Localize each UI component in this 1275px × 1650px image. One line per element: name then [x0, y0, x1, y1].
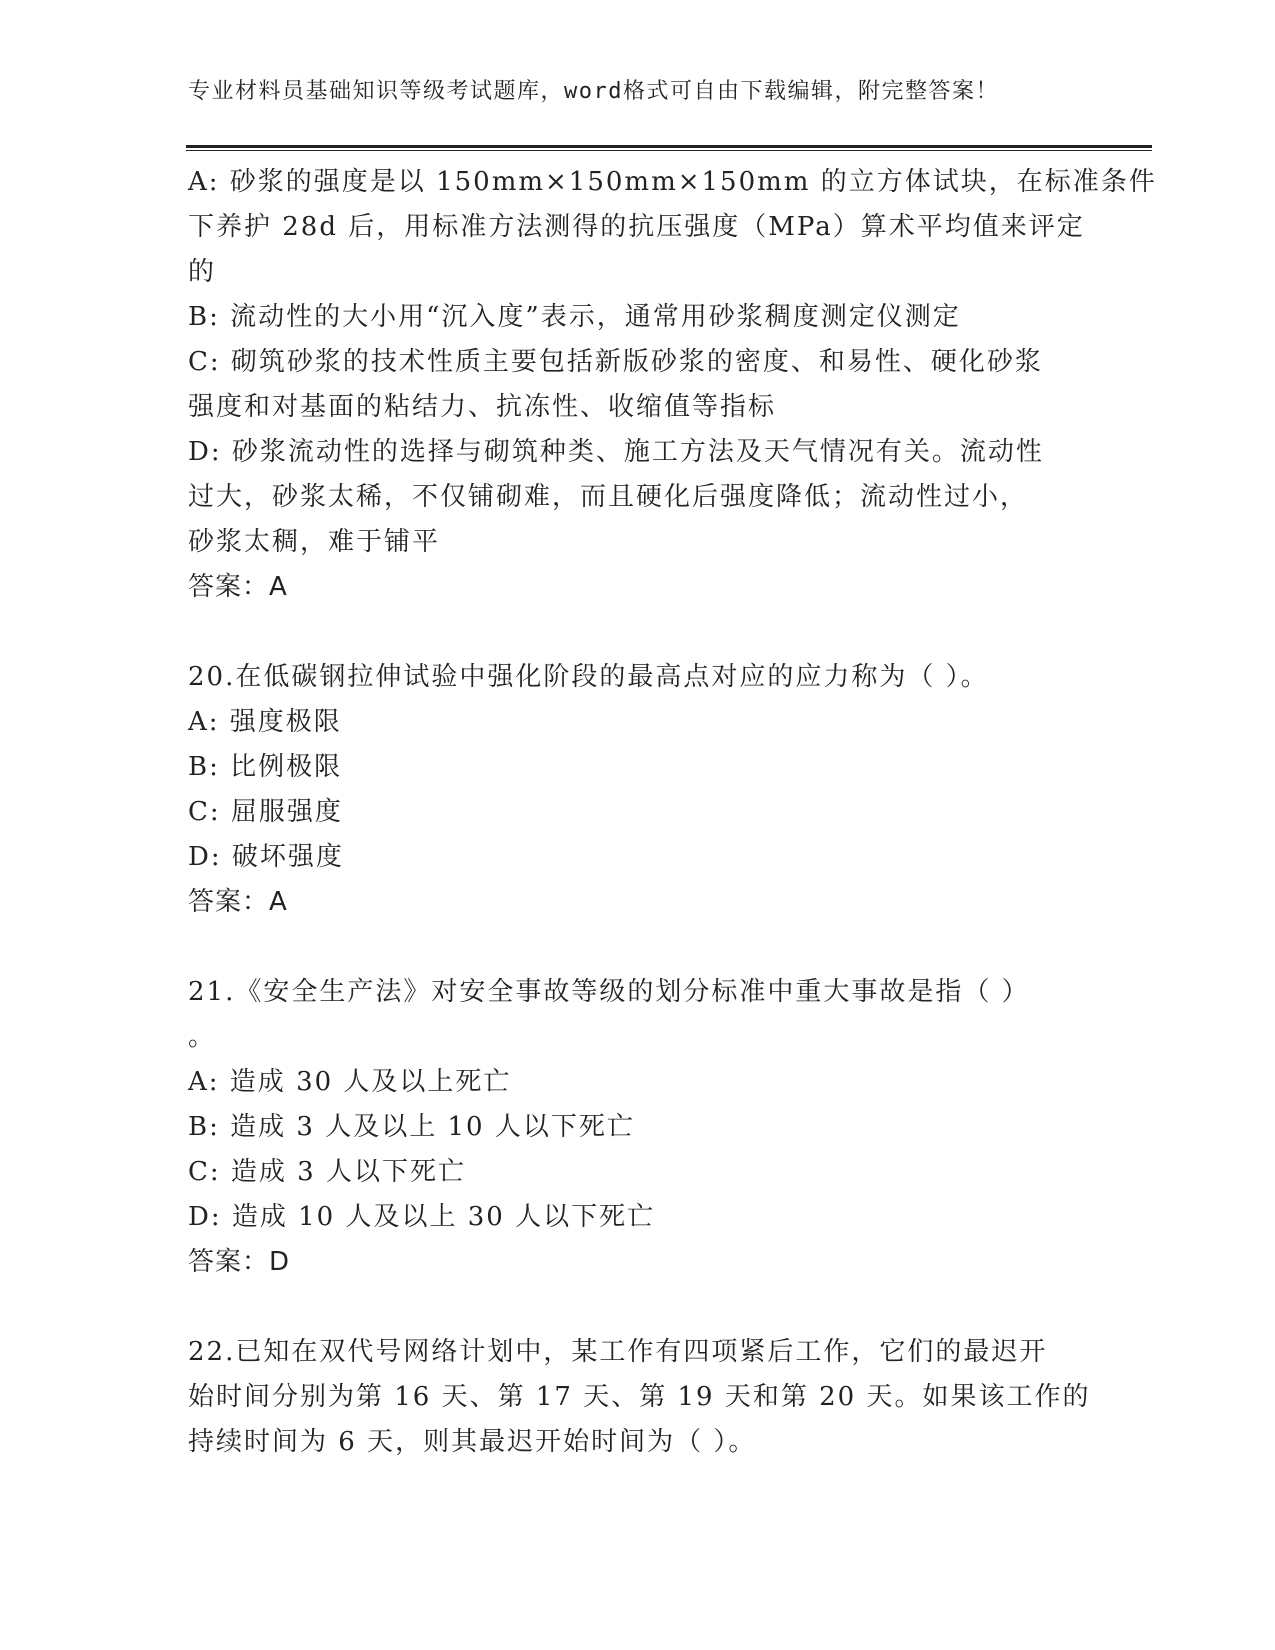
header-rule-thin — [186, 150, 1152, 151]
option-b: B: 比例极限 — [188, 752, 343, 782]
spacer — [188, 925, 1088, 970]
option-text: B: 流动性的大小用“沉入度”表示，通常用砂浆稠度测定仪测定 — [188, 302, 961, 332]
option-c: C: 造成 3 人以下死亡 — [188, 1157, 466, 1187]
option-b: B: 造成 3 人及以上 10 人以下死亡 — [188, 1112, 635, 1142]
question-block-22 — [188, 1330, 1091, 1465]
header-rule-thick — [186, 145, 1152, 148]
question-text-continued: 持续时间为 6 天，则其最迟开始时间为（ ）。 — [188, 1427, 757, 1457]
option-text: 过大，砂浆太稀，不仅铺砌难，而且硬化后强度降低；流动性过小， — [188, 482, 1029, 512]
option-text: 砂浆太稠，难于铺平 — [188, 527, 441, 557]
option-text: C: 砌筑砂浆的技术性质主要包括新版砂浆的密度、和易性、硬化砂浆 — [188, 347, 1043, 377]
option-text: 下养护 28d 后，用标准方法测得的抗压强度（MPa）算术平均值来评定 — [188, 212, 1085, 242]
option-d: D: 造成 10 人及以上 30 人以下死亡 — [188, 1202, 656, 1232]
question-text: 22.已知在双代号网络计划中，某工作有四项紧后工作，它们的最迟开 — [188, 1337, 1048, 1367]
page-header: 专业材料员基础知识等级考试题库，word格式可自由下载编辑，附完整答案！ — [188, 79, 999, 104]
option-c: C: 屈服强度 — [188, 797, 343, 827]
answer-label: 答案：A — [188, 887, 288, 917]
option-a: A: 强度极限 — [188, 707, 342, 737]
spacer — [188, 1285, 1088, 1330]
answer-label: 答案：A — [188, 572, 288, 602]
option-text: D: 砂浆流动性的选择与砌筑种类、施工方法及天气情况有关。流动性 — [188, 437, 1044, 467]
question-text: 21.《安全生产法》对安全事故等级的划分标准中重大事故是指（ ） — [188, 977, 1030, 1007]
question-text-continued: 始时间分别为第 16 天、第 17 天、第 19 天和第 20 天。如果该工作的 — [188, 1382, 1091, 1412]
option-d: D: 破坏强度 — [188, 842, 344, 872]
document-body — [188, 160, 1157, 1465]
question-block-20 — [188, 655, 1088, 925]
option-text: A: 砂浆的强度是以 150mm×150mm×150mm 的立方体试块，在标准条件 — [188, 167, 1157, 197]
question-block-21 — [188, 970, 1088, 1285]
option-a: A: 造成 30 人及以上死亡 — [188, 1067, 512, 1097]
option-text: 强度和对基面的粘结力、抗冻性、收缩值等指标 — [188, 392, 777, 422]
question-text-continued: 。 — [188, 1022, 217, 1052]
option-text: 的 — [188, 257, 217, 287]
answer-label: 答案：D — [188, 1247, 291, 1277]
spacer — [188, 610, 1088, 655]
question-text: 20.在低碳钢拉伸试验中强化阶段的最高点对应的应力称为（ ）。 — [188, 662, 989, 692]
question-block-19 — [188, 160, 1157, 610]
